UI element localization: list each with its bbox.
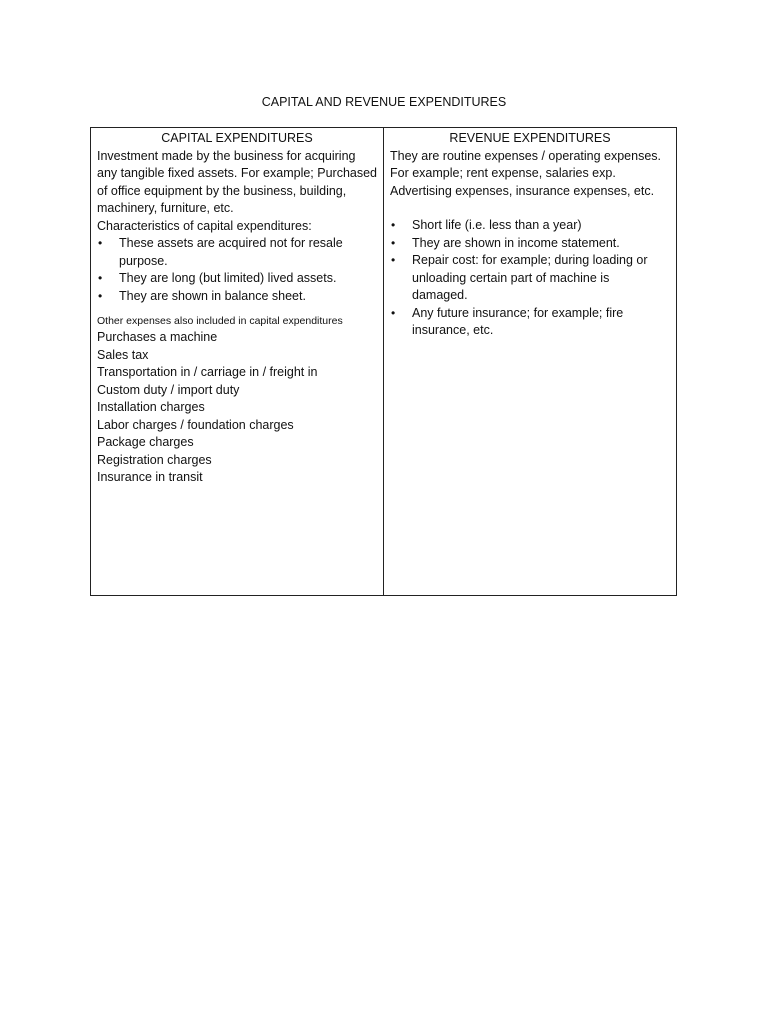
list-item-line: They are shown in income statement. (412, 235, 620, 250)
list-item-line: Short life (i.e. less than a year) (412, 218, 582, 232)
list-item (97, 235, 377, 270)
list-item: Registration charges (97, 452, 212, 467)
list-item-line: They are long (but limited) lived assets. (119, 271, 337, 285)
list-item-line: Repair cost: for example; during loading or (412, 253, 648, 267)
list-item-line: insurance, etc. (412, 323, 494, 337)
bullet-icon: • (98, 271, 103, 285)
capital-intro-line: machinery, furniture, etc. (97, 201, 234, 215)
list-item: Custom duty / import duty (97, 382, 240, 397)
characteristics-heading: Characteristics of capital expenditures: (97, 218, 312, 233)
list-item: Installation charges (97, 400, 205, 414)
list-item-line: damaged. (412, 288, 468, 302)
capital-heading: CAPITAL EXPENDITURES (161, 131, 313, 145)
list-item-line: Any future insurance; for example; fire (412, 305, 624, 320)
spacer (390, 200, 670, 217)
bullet-icon: • (391, 235, 396, 250)
revenue-heading: REVENUE EXPENDITURES (449, 131, 611, 145)
list-item (390, 235, 670, 253)
list-item (97, 288, 377, 306)
list-item (390, 217, 670, 235)
revenue-intro-line: For example; rent expense, salaries exp. (390, 166, 616, 180)
document-title: CAPITAL AND REVENUE EXPENDITURES (261, 95, 507, 109)
revenue-intro-line: They are routine expenses / operating expenses. (390, 148, 662, 163)
capital-intro (97, 148, 377, 218)
expenditures-table (90, 127, 677, 596)
bullet-icon: • (98, 236, 103, 250)
list-item-line: unloading certain part of machine is (412, 270, 610, 285)
other-expenses-heading: Other expenses also included in capital expenditures (97, 315, 343, 327)
list-item: Transportation in / carriage in / freight in (97, 365, 318, 379)
list-item-line: They are shown in balance sheet. (119, 288, 306, 303)
revenue-bullets (390, 217, 670, 340)
bullet-icon: • (391, 253, 396, 267)
list-item (390, 305, 670, 340)
list-item (97, 270, 377, 288)
bullet-icon: • (391, 218, 396, 232)
other-expenses-list (97, 329, 377, 487)
capital-intro-line: any tangible fixed assets. For example; Purchased (97, 166, 378, 180)
list-item: Labor charges / foundation charges (97, 417, 294, 432)
list-item: Sales tax (97, 347, 149, 362)
list-item: Insurance in transit (97, 470, 203, 484)
list-item: Package charges (97, 435, 194, 449)
revenue-intro-line: Advertising expenses, insurance expenses, etc. (390, 183, 655, 198)
list-item-line: purpose. (119, 253, 168, 268)
capital-intro-line: Investment made by the business for acquiring (97, 148, 356, 163)
revenue-intro (390, 148, 670, 201)
list-item-line: These assets are acquired not for resale (119, 236, 343, 250)
revenue-column (384, 128, 676, 595)
capital-intro-line: of office equipment by the business, building, (97, 183, 347, 198)
list-item (390, 252, 670, 305)
list-item: Purchases a machine (97, 330, 218, 344)
characteristics-list (97, 235, 377, 305)
bullet-icon: • (391, 305, 396, 320)
capital-column (91, 128, 384, 595)
bullet-icon: • (98, 288, 103, 303)
